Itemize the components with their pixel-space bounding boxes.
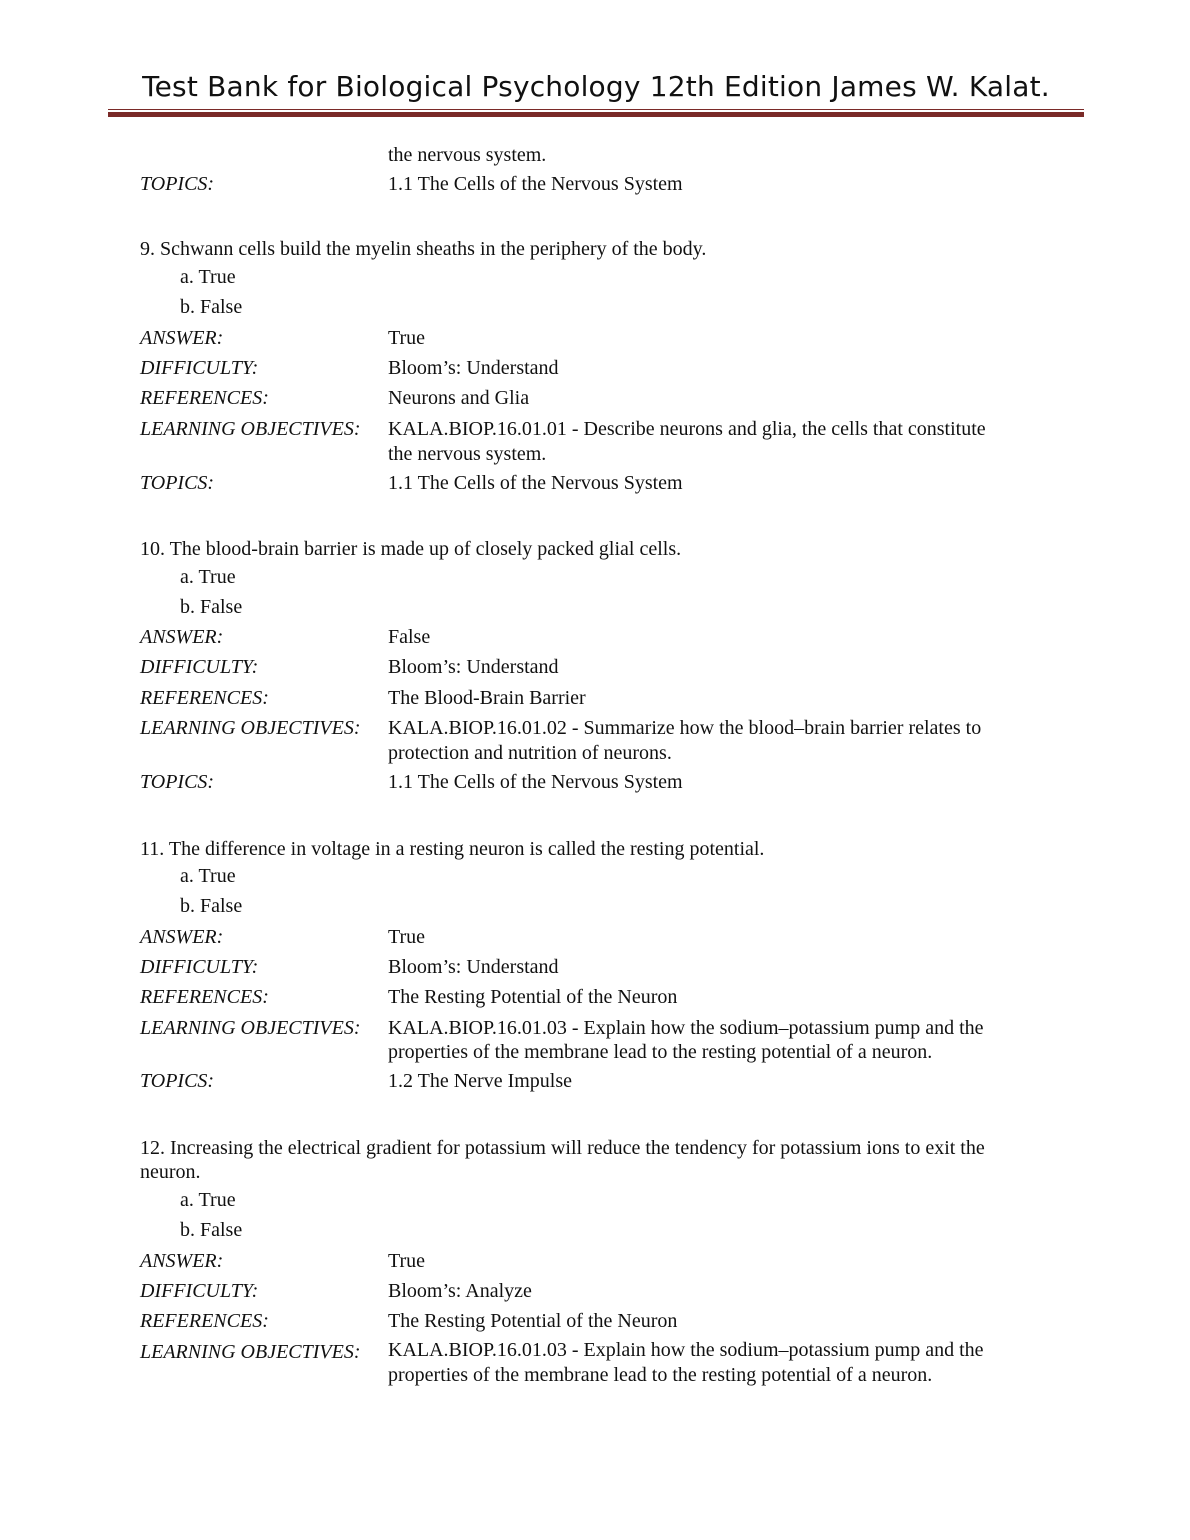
question-11-answer-value: True xyxy=(388,926,426,948)
question-12-option-a: a. True xyxy=(180,1189,236,1211)
question-12-lo-line-2: properties of the membrane lead to the resting potential of a neuron. xyxy=(388,1364,933,1386)
question-11-difficulty-label: DIFFICULTY: xyxy=(140,956,259,978)
question-9-references-label: REFERENCES: xyxy=(140,387,269,409)
question-12-option-b: b. False xyxy=(180,1219,243,1241)
question-10-lo-label: LEARNING OBJECTIVES: xyxy=(140,717,361,739)
question-12-stem-line-2: neuron. xyxy=(140,1161,201,1183)
question-9-option-b: b. False xyxy=(180,296,243,318)
question-9-lo-label: LEARNING OBJECTIVES: xyxy=(140,418,361,440)
question-10-option-a: a. True xyxy=(180,566,236,588)
question-11-lo-label: LEARNING OBJECTIVES: xyxy=(140,1017,361,1039)
question-12-difficulty-label: DIFFICULTY: xyxy=(140,1280,259,1302)
question-11-lo-line-1: KALA.BIOP.16.01.03 - Explain how the sodium–potassium pump and the xyxy=(388,1017,984,1039)
question-11-references-label: REFERENCES: xyxy=(140,986,269,1008)
question-11-topics-value: 1.2 The Nerve Impulse xyxy=(388,1070,573,1092)
question-12-lo-line-1: KALA.BIOP.16.01.03 - Explain how the sodium–potassium pump and the xyxy=(388,1339,984,1361)
question-10-answer-label: ANSWER: xyxy=(140,626,224,648)
question-9-answer-label: ANSWER: xyxy=(140,327,224,349)
question-11-option-a: a. True xyxy=(180,865,236,887)
question-10-stem: 10. The blood-brain barrier is made up of closely packed glial cells. xyxy=(140,538,682,560)
question-11-difficulty-value: Bloom’s: Understand xyxy=(388,956,559,978)
question-10-difficulty-label: DIFFICULTY: xyxy=(140,656,259,678)
question-12-difficulty-value: Bloom’s: Analyze xyxy=(388,1280,532,1302)
question-9-difficulty-label: DIFFICULTY: xyxy=(140,357,259,379)
question-11-option-b: b. False xyxy=(180,895,243,917)
question-9-references-value: Neurons and Glia xyxy=(388,387,530,409)
question-9-lo-line-1: KALA.BIOP.16.01.01 - Describe neurons and glia, the cells that constitute xyxy=(388,418,986,440)
question-9-lo-line-2: the nervous system. xyxy=(388,443,547,465)
question-9-topics-value: 1.1 The Cells of the Nervous System xyxy=(388,472,683,494)
question-10-option-b: b. False xyxy=(180,596,243,618)
question-9-difficulty-value: Bloom’s: Understand xyxy=(388,357,559,379)
question-12-lo-label: LEARNING OBJECTIVES: xyxy=(140,1341,361,1363)
question-10-references-value: The Blood-Brain Barrier xyxy=(388,687,586,709)
question-10-topics-value: 1.1 The Cells of the Nervous System xyxy=(388,771,683,793)
question-12-references-label: REFERENCES: xyxy=(140,1310,269,1332)
question-12-stem-line-1: 12. Increasing the electrical gradient for potassium will reduce the tendency for potassium ions to exit the xyxy=(140,1137,985,1159)
question-12-answer-value: True xyxy=(388,1250,426,1272)
question-10-answer-value: False xyxy=(388,626,431,648)
carryover-lo-continuation: the nervous system. xyxy=(388,144,547,166)
header-rule-thin xyxy=(108,109,1084,110)
question-10-difficulty-value: Bloom’s: Understand xyxy=(388,656,559,678)
question-9-option-a: a. True xyxy=(180,266,236,288)
header-rule-thick xyxy=(108,112,1084,117)
question-9-answer-value: True xyxy=(388,327,426,349)
question-11-topics-label: TOPICS: xyxy=(140,1070,215,1092)
carryover-topics-value: 1.1 The Cells of the Nervous System xyxy=(388,173,683,195)
question-9-topics-label: TOPICS: xyxy=(140,472,215,494)
carryover-topics-label: TOPICS: xyxy=(140,173,215,195)
page-header-title: Test Bank for Biological Psychology 12th Edition James W. Kalat. xyxy=(142,70,1050,103)
question-10-lo-line-1: KALA.BIOP.16.01.02 - Summarize how the blood–brain barrier relates to xyxy=(388,717,982,739)
question-11-stem: 11. The difference in voltage in a resting neuron is called the resting potential. xyxy=(140,838,765,860)
question-11-lo-line-2: properties of the membrane lead to the resting potential of a neuron. xyxy=(388,1041,933,1063)
question-10-references-label: REFERENCES: xyxy=(140,687,269,709)
question-10-lo-line-2: protection and nutrition of neurons. xyxy=(388,742,672,764)
question-11-answer-label: ANSWER: xyxy=(140,926,224,948)
question-12-answer-label: ANSWER: xyxy=(140,1250,224,1272)
question-10-topics-label: TOPICS: xyxy=(140,771,215,793)
question-12-references-value: The Resting Potential of the Neuron xyxy=(388,1310,678,1332)
question-11-references-value: The Resting Potential of the Neuron xyxy=(388,986,678,1008)
question-9-stem: 9. Schwann cells build the myelin sheaths in the periphery of the body. xyxy=(140,238,707,260)
